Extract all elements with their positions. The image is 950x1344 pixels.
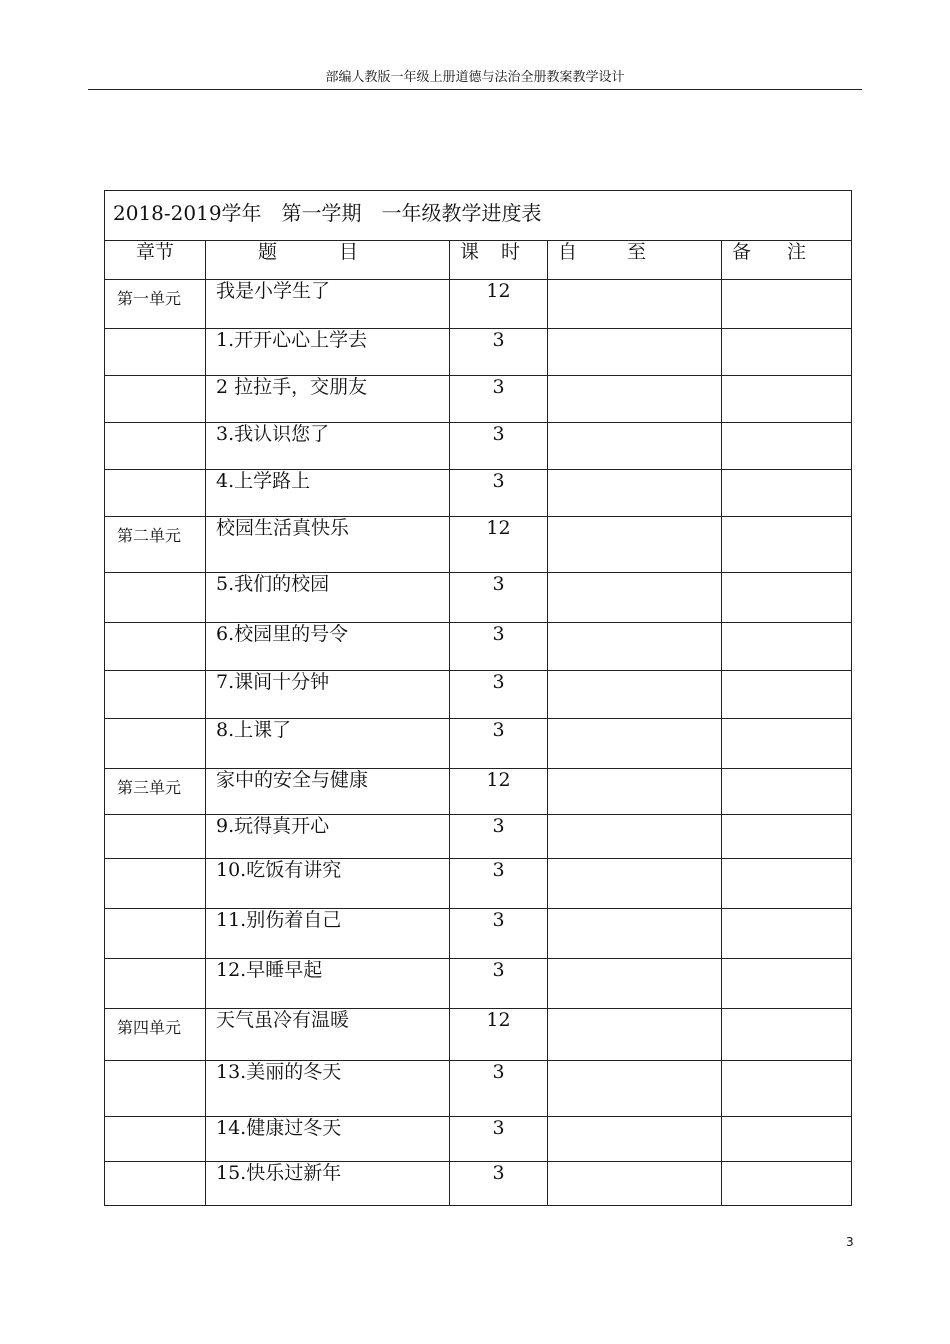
- table-row: [105, 769, 852, 815]
- header-topic: 题 目: [206, 241, 450, 280]
- hours-cell: 3: [450, 959, 548, 1009]
- from-to-cell: [548, 280, 722, 329]
- table-row: [105, 1009, 852, 1061]
- unit-cell: [105, 671, 206, 719]
- from-to-cell: [548, 329, 722, 376]
- note-cell: [722, 1117, 852, 1162]
- table-row: [105, 719, 852, 769]
- header-note: 备 注: [722, 241, 852, 280]
- from-to-cell: [548, 719, 722, 769]
- page-header: 部编人教版一年级上册道德与法治全册教案教学设计: [88, 70, 862, 90]
- unit-cell: 第三单元: [105, 769, 206, 815]
- note-cell: [722, 1061, 852, 1117]
- topic-cell: 天气虽冷有温暖: [206, 1009, 450, 1061]
- from-to-cell: [548, 1061, 722, 1117]
- note-cell: [722, 280, 852, 329]
- header-unit: 章节: [105, 241, 206, 280]
- unit-cell: [105, 1162, 206, 1206]
- topic-cell: 家中的安全与健康: [206, 769, 450, 815]
- unit-cell: [105, 1061, 206, 1117]
- from-to-cell: [548, 423, 722, 470]
- unit-cell: 第四单元: [105, 1009, 206, 1061]
- hours-cell: 3: [450, 909, 548, 959]
- unit-cell: [105, 376, 206, 423]
- hours-cell: 3: [450, 423, 548, 470]
- topic-cell: 15.快乐过新年: [206, 1162, 450, 1206]
- table-row: [105, 376, 852, 423]
- note-cell: [722, 470, 852, 517]
- note-cell: [722, 719, 852, 769]
- unit-cell: [105, 470, 206, 517]
- topic-cell: 12.早睡早起: [206, 959, 450, 1009]
- from-to-cell: [548, 376, 722, 423]
- table-row: [105, 573, 852, 623]
- note-cell: [722, 769, 852, 815]
- hours-cell: 12: [450, 1009, 548, 1061]
- from-to-cell: [548, 1162, 722, 1206]
- note-cell: [722, 423, 852, 470]
- note-cell: [722, 1162, 852, 1206]
- hours-cell: 3: [450, 859, 548, 909]
- table-row: [105, 959, 852, 1009]
- topic-cell: 我是小学生了: [206, 280, 450, 329]
- from-to-cell: [548, 671, 722, 719]
- note-cell: [722, 376, 852, 423]
- topic-cell: 4.上学路上: [206, 470, 450, 517]
- hours-cell: 12: [450, 280, 548, 329]
- from-to-cell: [548, 623, 722, 671]
- hours-cell: 3: [450, 573, 548, 623]
- note-cell: [722, 573, 852, 623]
- table-row: [105, 329, 852, 376]
- note-cell: [722, 329, 852, 376]
- table-row: [105, 280, 852, 329]
- topic-cell: 13.美丽的冬天: [206, 1061, 450, 1117]
- table-row: [105, 859, 852, 909]
- header-hours: 课 时: [450, 241, 548, 280]
- table-row: [105, 623, 852, 671]
- unit-cell: [105, 623, 206, 671]
- from-to-cell: [548, 1117, 722, 1162]
- from-to-cell: [548, 517, 722, 573]
- table-title: 2018-2019学年 第一学期 一年级教学进度表: [105, 191, 852, 241]
- from-to-cell: [548, 573, 722, 623]
- teaching-schedule-table: [104, 190, 852, 1206]
- unit-cell: [105, 1117, 206, 1162]
- hours-cell: 3: [450, 1117, 548, 1162]
- note-cell: [722, 909, 852, 959]
- unit-cell: 第二单元: [105, 517, 206, 573]
- topic-cell: 14.健康过冬天: [206, 1117, 450, 1162]
- hours-cell: 3: [450, 719, 548, 769]
- table-row: [105, 671, 852, 719]
- unit-cell: [105, 719, 206, 769]
- note-cell: [722, 859, 852, 909]
- hours-cell: 3: [450, 623, 548, 671]
- topic-cell: 3.我认识您了: [206, 423, 450, 470]
- table-row: [105, 1117, 852, 1162]
- unit-cell: [105, 959, 206, 1009]
- topic-cell: 校园生活真快乐: [206, 517, 450, 573]
- hours-cell: 3: [450, 671, 548, 719]
- topic-cell: 6.校园里的号令: [206, 623, 450, 671]
- from-to-cell: [548, 1009, 722, 1061]
- note-cell: [722, 517, 852, 573]
- from-to-cell: [548, 769, 722, 815]
- hours-cell: 3: [450, 376, 548, 423]
- note-cell: [722, 623, 852, 671]
- header-from-to: 自 至: [548, 241, 722, 280]
- topic-cell: 2 拉拉手，交朋友: [206, 376, 450, 423]
- table-header-row: [105, 241, 852, 280]
- note-cell: [722, 959, 852, 1009]
- from-to-cell: [548, 815, 722, 859]
- unit-cell: [105, 909, 206, 959]
- table-row: [105, 423, 852, 470]
- hours-cell: 3: [450, 1061, 548, 1117]
- unit-cell: 第一单元: [105, 280, 206, 329]
- note-cell: [722, 671, 852, 719]
- table-title-row: [105, 191, 852, 241]
- hours-cell: 3: [450, 815, 548, 859]
- hours-cell: 12: [450, 769, 548, 815]
- topic-cell: 10.吃饭有讲究: [206, 859, 450, 909]
- unit-cell: [105, 859, 206, 909]
- page-number: 3: [846, 1235, 854, 1249]
- hours-cell: 3: [450, 470, 548, 517]
- table-row: [105, 1162, 852, 1206]
- hours-cell: 12: [450, 517, 548, 573]
- unit-cell: [105, 423, 206, 470]
- topic-cell: 5.我们的校园: [206, 573, 450, 623]
- unit-cell: [105, 815, 206, 859]
- note-cell: [722, 815, 852, 859]
- topic-cell: 7.课间十分钟: [206, 671, 450, 719]
- from-to-cell: [548, 909, 722, 959]
- note-cell: [722, 1009, 852, 1061]
- table-row: [105, 470, 852, 517]
- table-row: [105, 815, 852, 859]
- from-to-cell: [548, 959, 722, 1009]
- topic-cell: 1.开开心心上学去: [206, 329, 450, 376]
- hours-cell: 3: [450, 329, 548, 376]
- hours-cell: 3: [450, 1162, 548, 1206]
- unit-cell: [105, 329, 206, 376]
- topic-cell: 11.别伤着自己: [206, 909, 450, 959]
- table-row: [105, 909, 852, 959]
- table-row: [105, 517, 852, 573]
- from-to-cell: [548, 859, 722, 909]
- table-row: [105, 1061, 852, 1117]
- unit-cell: [105, 573, 206, 623]
- topic-cell: 9.玩得真开心: [206, 815, 450, 859]
- topic-cell: 8.上课了: [206, 719, 450, 769]
- from-to-cell: [548, 470, 722, 517]
